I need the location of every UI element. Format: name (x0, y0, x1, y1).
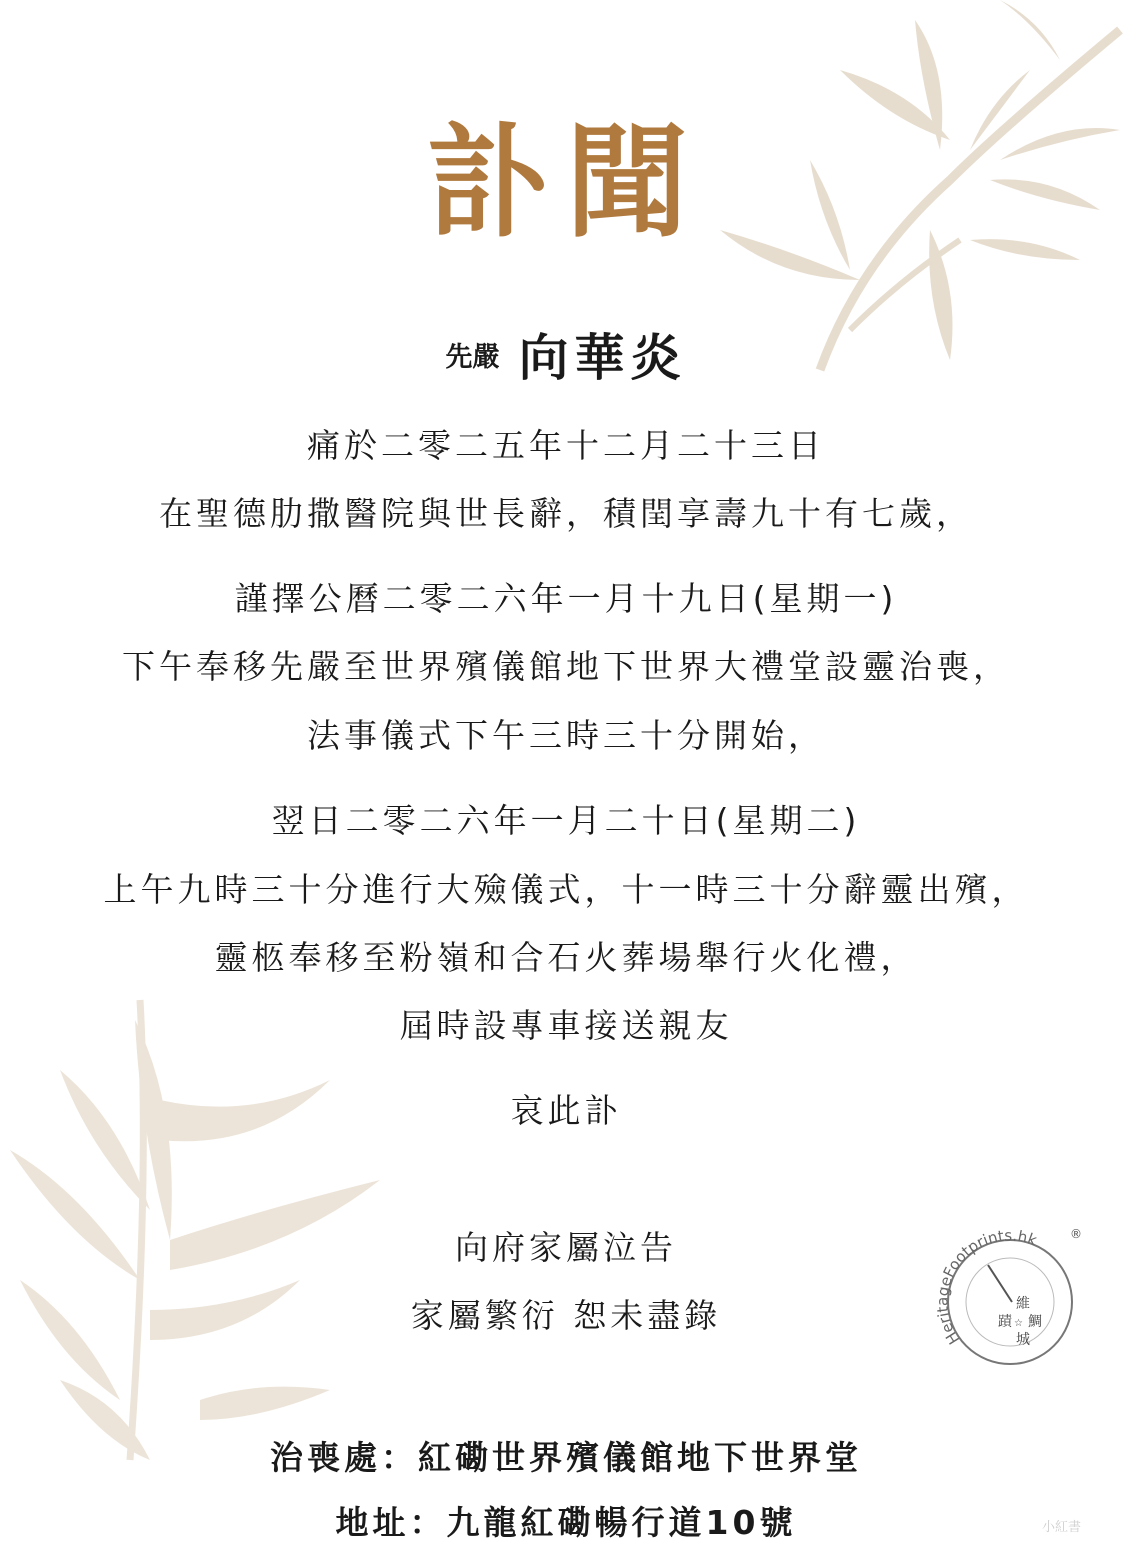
deceased-relation: 先嚴 (445, 341, 500, 373)
body-line: 屆時設專車接送親友 (399, 1006, 733, 1045)
funeral-address: 地址：九龍紅磡暢行道10號 (335, 1503, 797, 1542)
watermark: 小紅書 (1042, 1520, 1082, 1535)
svg-text:HeritageFootprints.hk (933, 1226, 1039, 1347)
obituary-title: 訃聞 (426, 110, 706, 254)
body-line: 靈柩奉移至粉嶺和合石火葬場舉行火化禮， (214, 938, 918, 977)
funeral-venue: 治喪處：紅磡世界殯儀館地下世界堂 (270, 1438, 862, 1477)
registered-mark: ® (1070, 1227, 1082, 1241)
logo-ring-text: HeritageFootprints.hk (933, 1226, 1040, 1348)
family-notice: 向府家屬泣告 (455, 1228, 677, 1267)
logo-char: 維 (1016, 1296, 1030, 1312)
logo-char: 城 (1016, 1332, 1030, 1348)
closing-line: 哀此訃 (510, 1091, 622, 1130)
deceased-name: 向華炎 (518, 328, 687, 387)
logo-char: 鯛 (1028, 1314, 1042, 1330)
heritage-footprints-logo (930, 1220, 1090, 1380)
family-note: 家屬繁衍 恕未盡錄 (410, 1296, 722, 1335)
body-line: 下午奉移先嚴至世界殯儀館地下世界大禮堂設靈治喪， (122, 647, 1010, 686)
logo-star: ☆ (1014, 1318, 1023, 1329)
body-line: 上午九時三十分進行大殮儀式，十一時三十分辭靈出殯， (103, 870, 1029, 909)
body-line: 法事儀式下午三時三十分開始， (307, 716, 825, 755)
logo-char: 蹟 (998, 1314, 1012, 1330)
body-line: 謹擇公曆二零二六年一月十九日(星期一) (234, 579, 898, 618)
body-line: 翌日二零二六年一月二十日(星期二) (271, 801, 861, 840)
deceased-heading (0, 318, 1132, 390)
body-line: 痛於二零二五年十二月二十三日 (307, 426, 825, 465)
body-line: 在聖德肋撒醫院與世長辭，積閏享壽九十有七歲， (159, 494, 973, 533)
